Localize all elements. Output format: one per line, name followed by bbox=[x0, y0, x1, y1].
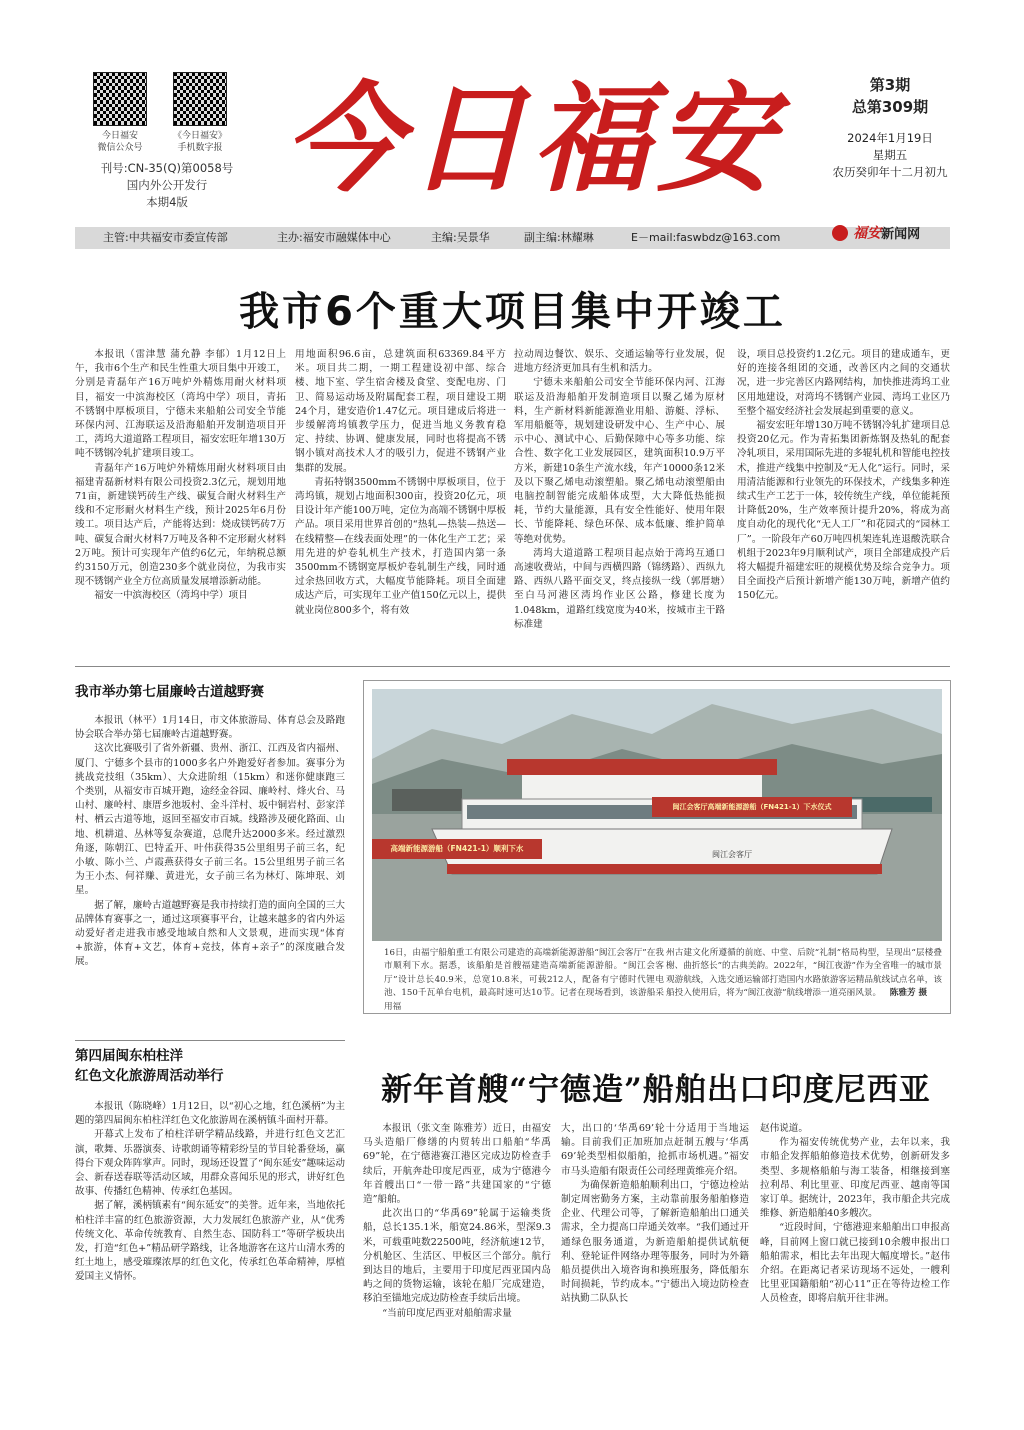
registration-number: 刊号:CN-35(Q)第0058号 bbox=[100, 161, 234, 175]
article4-paragraph: 赵伟说道。 bbox=[760, 1123, 808, 1134]
article2-headline: 我市举办第七届廉岭古道越野赛 bbox=[75, 684, 264, 700]
article1-paragraph: 设，项目总投资约1.2亿元。项目的建成通车，更好的连接各组团的交通，改善区内之间的交通状况，进一步完善区内路网结构，加快推进湾坞工业区用地建设，对湾坞不锈钢产业园、湾坞工业区乃至整个福安经济社会发展起到重要的意义。 bbox=[737, 349, 950, 417]
wechat-qr-block bbox=[85, 72, 155, 154]
ship-hull-stripe bbox=[447, 864, 882, 874]
organizer-text: 主办:福安市融媒体中心 bbox=[277, 231, 391, 244]
photo-caption-right bbox=[666, 947, 942, 1001]
masthead-title: 今日福安 bbox=[283, 69, 780, 208]
article4-paragraph: “当前印度尼西亚对船舶需求量 bbox=[382, 1307, 512, 1319]
article1-headline: 我市6个重大项目集中开竣工 bbox=[239, 289, 786, 335]
article1-column-1 bbox=[75, 348, 286, 656]
article1-paragraph: 福安一中滨海校区（湾坞中学）项目 bbox=[94, 590, 248, 602]
article1-column-3 bbox=[514, 348, 725, 656]
email-link[interactable]: E－mail:faswbdz@163.com bbox=[631, 231, 781, 244]
article1-paragraph: 本报讯（雷津慧 蒲允静 李郁）1月12日上午，我市6个生产和民生性重大项目集中开竣工，分别是青磊年产16万吨炉外精炼用耐火材料项目，福安一中滨海校区（湾坞中学）项目，青拓不锈钢中厚板项目，宁德未来船舶公司安全节能环保内河、江海联运及沿海船舶开发制造项目开工，湾坞大道道路工程项目，福安宏旺年增130万吨不锈钢冷轧扩建项目竣工。 bbox=[75, 349, 286, 460]
article4-column-2 bbox=[561, 1122, 749, 1392]
issue-weekday: 星期五 bbox=[872, 148, 908, 162]
launch-banner-left-text: 高端新能源游船（FN421-1）顺利下水 bbox=[390, 844, 524, 853]
article1-column-4 bbox=[737, 348, 950, 656]
article2-paragraph: 这次比赛吸引了省外新疆、贵州、浙江、江西及省内福州、厦门、宁德多个县市的1000多名户外跑爱好者参加。赛事分为挑战竞技组（35km）、大众进阶组（15km）和迷你健康跑三个类别，从福安市百城开跑，途经金谷园、廉岭村、烽火台、马山村、廉岭村、康厝乡池坂村、金斗洋村、坂中铜岩村、彭家洋村、栖云古道等地，返回至福安市百城。线路涉及硬化路面、山地、机耕道、丛林等复杂赛道，总爬升达2000多米。经过激烈角逐，陈朝江、巴特孟开、叶伟获得35公里组男子前三名，纪小敏、陈小兰、卢霞燕获得女子前三名。15公里组男子前三名为王小杰、何祥赚、黄进光，女子前三名为林灯、陈坤珉、刘星。 bbox=[75, 743, 345, 897]
deputy-editor-text: 副主编:林耀琳 bbox=[524, 231, 594, 244]
section-divider bbox=[75, 666, 950, 667]
article3-headline-line2: 红色文化旅游周活动举行 bbox=[75, 1068, 224, 1084]
ship-top-roof bbox=[507, 759, 777, 775]
mobile-qr-block bbox=[165, 72, 235, 154]
photo-frame bbox=[363, 680, 951, 1014]
hull-name-text: 闽江会客厅 bbox=[712, 850, 752, 859]
article4-paragraph: 本报讯（张文奎 陈雅芳）近日，由福安马头造船厂修缮的内贸转出口船舶“华禹69”轮，在宁德港赛江港区完成边防检查手续后，开航奔赴印度尼西亚，成为宁德港今年首艘出口“一带一路”共建国家的“宁德造”船舶。 bbox=[363, 1123, 551, 1206]
info-bar bbox=[75, 227, 950, 249]
issue-lunar-date: 农历癸卯年十二月初九 bbox=[832, 165, 948, 179]
wechat-qr-code[interactable] bbox=[93, 72, 147, 126]
mobile-qr-code[interactable] bbox=[173, 72, 227, 126]
article3-body bbox=[75, 1100, 345, 1350]
editor-text: 主编:吴景华 bbox=[431, 231, 490, 244]
photo-caption-left: 16日，由福宁船舶重工有限公司建造的高端新能源游船“闽江会客厅”在我市顺利下水。据悉，该船舶是首艘福建造高端新能源游船。“闽江会客厅”设计总长40.9米，总宽10.8米，可载212人，配备有宁德时代锂电池、150千瓦单台电机，最高时速可达10节。记者在现场看到，该游船采用福 bbox=[384, 948, 664, 1012]
page-count: 本期4版 bbox=[146, 195, 188, 209]
publication-info bbox=[82, 160, 252, 211]
qr2-caption-line2: 手机数字报 bbox=[177, 143, 223, 153]
article4-paragraph: “近段时间，宁德港迎来船舶出口申报高峰，目前网上窗口就已接到10余艘申报出口船舶需求，相比去年出现大幅度增长。”赵伟介绍。在距离记者采访现场不远处，一艘利比里亚国籍船舶“初心11”正在等待边检工作人员检查，即将启航开往非洲。 bbox=[760, 1222, 950, 1305]
photo-credit: 陈雅芳 摄 bbox=[889, 988, 928, 999]
ship-upper-deck bbox=[522, 775, 762, 799]
article4-paragraph: 此次出口的“华禹69”轮属于运输类货船，总长135.1米，船宽24.86米，型深9.3米，可载重吨数22500吨，经济航速12节，分机舱区、生活区、甲板区三个部分。航行到达目的地后，主要用于印度尼西亚国内岛屿之间的货物运输，该轮在船厂完成建造，移泊至锚地完成边防检查手续后出境。 bbox=[363, 1208, 551, 1305]
brand-logo-suffix: 新闻网 bbox=[881, 227, 921, 242]
brand-logo-text: 福安 bbox=[853, 225, 882, 242]
qr1-caption-line1: 今日福安 bbox=[101, 131, 138, 141]
article3-paragraph: 本报讯（陈晓峰）1月12日，以“初心之地，红色溪柄”为主题的第四届闽东柏柱洋红色文化旅游周在溪柄镇斗面村开幕。 bbox=[75, 1101, 345, 1127]
article3-paragraph: 开幕式上发布了柏柱洋研学精品线路，并进行红色文艺汇演，歌舞、乐器演奏、诗歌朗诵等精彩纷呈的节目轮番登场，赢得台下观众阵阵掌声。同时，现场还设置了“闽东延安”趣味运动会、新春送春联等活动区域，用群众喜闻乐见的形式，讲好红色故事、传播红色精神、传承红色基因。 bbox=[75, 1129, 345, 1198]
photo-cargo-ship bbox=[392, 789, 462, 811]
article2-paragraph: 本报讯（林平）1月14日，市文体旅游局、体育总会及路跑协会联合举办第七届廉岭古道越野赛。 bbox=[75, 715, 345, 741]
article4-paragraph: 大，出口的‘华禹69’轮十分适用于当地运输。目前我们正加班加点赶制五艘与‘华禹69’轮类型相似船舶，抢抓市场机遇。”福安市马头造船有限责任公司经理黄维亮介绍。 bbox=[561, 1123, 749, 1177]
article1-paragraph: 青磊年产16万吨炉外精炼用耐火材料项目由福建青磊新材料有限公司投资2.3亿元，规划用地71亩，新建镁钙砖生产线、碳复合耐火材料生产线和不定形耐火材料生产线，预计2025年6月份竣工。项目达产后，产能将达到：烧成镁钙砖7万吨、碳复合耐火材料7万吨及各种不定形耐火材料2万吨。预计可实现年产值约6亿元，年纳税总额约3150万元，创造230多个就业岗位，为我市实现不锈钢产业全方位高质量发展增添新动能。 bbox=[75, 462, 286, 588]
sponsor-text: 主管:中共福安市委宣传部 bbox=[103, 231, 228, 244]
qr2-caption-line1: 《今日福安》 bbox=[172, 131, 227, 141]
article4-paragraph: 作为福安传统优势产业，去年以来，我市船企发挥船舶修造技术优势，创新研发多类型、多规格船舶与海工装备，相继接到塞拉利昂、利比里亚、印度尼西亚、越南等国家订单。据统计，2023年，我市船企共完成维修、新造船舶40多艘次。 bbox=[760, 1137, 950, 1220]
photo-caption-right-text: 州古建文化所遵循的前庭、中堂、后院“礼制”格局构型，呈现出“层楼叠榭、曲折悠长”的古典美韵。2022年，“闽江夜游”作为全省唯一的城市景观游航线，入选交通运输部打造国内水路旅游客运精品航线试点名单，该船投入使用后，将为“闽江夜游”航线增添一道亮丽风景。 bbox=[666, 948, 942, 999]
article1-paragraph: 青拓特钢3500mm不锈钢中厚板项目，位于湾坞镇，规划占地面积300亩，投资20亿元，项目设计年产能100万吨，定位为高端不锈钢中厚板产品。项目采用世界首创的“热轧—热装—热送—在线精整—在线表面处理”的一体化生产工艺；采用先进的炉卷轧机生产技术，打造国内第一条3500mm不锈钢宽厚板炉卷轧制生产线，同时通过余热回收方式，大幅度节能降耗。项目全面建成达产后，可实现年工业产值150亿元以上，提供就业岗位800多个，将有效 bbox=[295, 476, 506, 616]
launch-banner-right-text: 闽江会客厅高端新能源游船（FN421-1）下水仪式 bbox=[672, 803, 832, 811]
article1-paragraph: 湾坞大道道路工程项目起点始于湾坞互通口高速收费站，中间与西横四路（锦绣路）、西纵九路、西纵八路平面交叉，终点接纵一线（郭厝塘）至白马河港区湾坞作业区公路，修建长度为1.048km，道路红线宽度为40米，按城市主干路标准建 bbox=[514, 547, 725, 630]
article2-paragraph: 据了解，廉岭古道越野赛是我市持续打造的面向全国的三大品牌体育赛事之一，通过这项赛事平台，让越来越多的省内外运动爱好者走进我市感受地域自然和人文景观，进而实现“体育+旅游，体育+文艺，体育+竞技，体育+亲子”的深度融合发展。 bbox=[75, 899, 345, 968]
article3-headline-line1: 第四届闽东柏柱洋 bbox=[75, 1048, 183, 1064]
article4-headline: 新年首艘“宁德造”船舶出口印度尼西亚 bbox=[381, 1072, 931, 1108]
issue-date: 2024年1月19日 bbox=[847, 131, 933, 145]
article4-column-3 bbox=[760, 1122, 950, 1392]
issue-number: 第3期 bbox=[869, 76, 911, 94]
brand-circle-icon bbox=[832, 225, 848, 241]
distribution-note: 国内外公开发行 bbox=[126, 178, 208, 192]
issue-block bbox=[830, 74, 950, 181]
article1-paragraph: 宁德未来船舶公司安全节能环保内河、江海联运及沿海船舶开发制造项目以聚乙烯为原材料，生产新材料新能源渔业用船、游艇、浮标、军用船艇等，规划建设研发中心、生产中心、展示中心、测试中心、后勤保障中心等多功能、综合性、数字化工业发展园区，建筑面积10.9万平方米，新建10条生产流水线，年产10000条12米及以下聚乙烯电动滚塑船。聚乙烯电动滚塑船由电脑控制智能完成船体成型，大大降低热能损耗，节约大量能源，具有安全性能好、使用年限长、节能降耗、绿色环保、成本低廉、维护简单等绝对优势。 bbox=[514, 377, 725, 545]
article2-body bbox=[75, 714, 345, 1044]
qr1-caption-line2: 微信公众号 bbox=[97, 143, 143, 153]
ship-photo-illustration bbox=[372, 689, 942, 941]
article1-column-2 bbox=[295, 348, 506, 656]
ship-launch-photo[interactable] bbox=[372, 689, 942, 941]
article-divider bbox=[75, 1040, 345, 1041]
article4-paragraph: 为确保新造船舶顺利出口，宁德边检站制定周密勤务方案，主动靠前服务船舶修造企业、代理公司等，了解新造船舶出口通关需求，全力提高口岸通关效率。“我们通过开通绿色服务通道，为新造船舶提供试航便利、登轮证件网络办理等服务，同时为外籍船员提供出入境咨询和换班服务，降低船东时间损耗，节约成本。”宁德出入境边防检查站执勤二队队长 bbox=[561, 1179, 749, 1305]
article3-headline bbox=[75, 1046, 345, 1086]
article4-column-1 bbox=[363, 1122, 551, 1392]
total-issue-number: 总第309期 bbox=[851, 98, 929, 116]
article1-paragraph: 用地面积96.6亩，总建筑面积63369.84平方米。项目共二期，一期工程建设初中部、综合楼、地下室、学生宿舍楼及食堂、变配电房、门卫、简易运动场及附属配套工程，项目建设工期24个月，建安造价1.47亿元。项目建成后将进一步缓解湾坞镇教学压力，促进当地义务教育稳定、持续、协调、健康发展，同时也将提高不锈钢小镇对高技术人才的吸引力，促进不锈钢产业集群的发展。 bbox=[295, 349, 506, 474]
article1-paragraph: 福安宏旺年增130万吨不锈钢冷轧扩建项目总投资20亿元。作为青拓集团新炼钢及热轧的配套冷轧项目，采用国际先进的多辊轧机和智能电控技术，推进产线集中控制及“无人化”运行。同时，采用清洁能源和行业领先的环保技术，产线集多种连续式生产工艺于一体，较传统生产线，单位能耗预计降低20%，生产效率预计提升20%，将成为高度自动化的现代化“无人工厂”和花园式的“园林工厂”。一阶段年产60万吨四机架连轧连退酸洗联合机组于2023年9月顺利试产，项目全部建成投产后将大幅提升福建宏旺的规模优势及综合竞争力。项目全面投产后预计新增产能130万吨，新增产值约150亿元。 bbox=[737, 420, 950, 602]
article1-paragraph: 拉动周边餐饮、娱乐、交通运输等行业发展，促进地方经济更加具有生机和活力。 bbox=[514, 349, 725, 375]
article3-paragraph: 据了解，溪柄镇素有“闽东延安”的美誉。近年来，当地依托柏柱洋丰富的红色旅游资源，大力发展红色旅游产业，从“优秀传统文化、革命传统教育、自然生态、国防科工”等研学板块出发，打造“红色+”精品研学路线，让各地游客在这片山清水秀的红土地上，感受璀璨浓厚的红色文化，传承红色革命精神，厚植爱国主义情怀。 bbox=[75, 1200, 345, 1283]
brand-logo[interactable] bbox=[832, 222, 952, 252]
